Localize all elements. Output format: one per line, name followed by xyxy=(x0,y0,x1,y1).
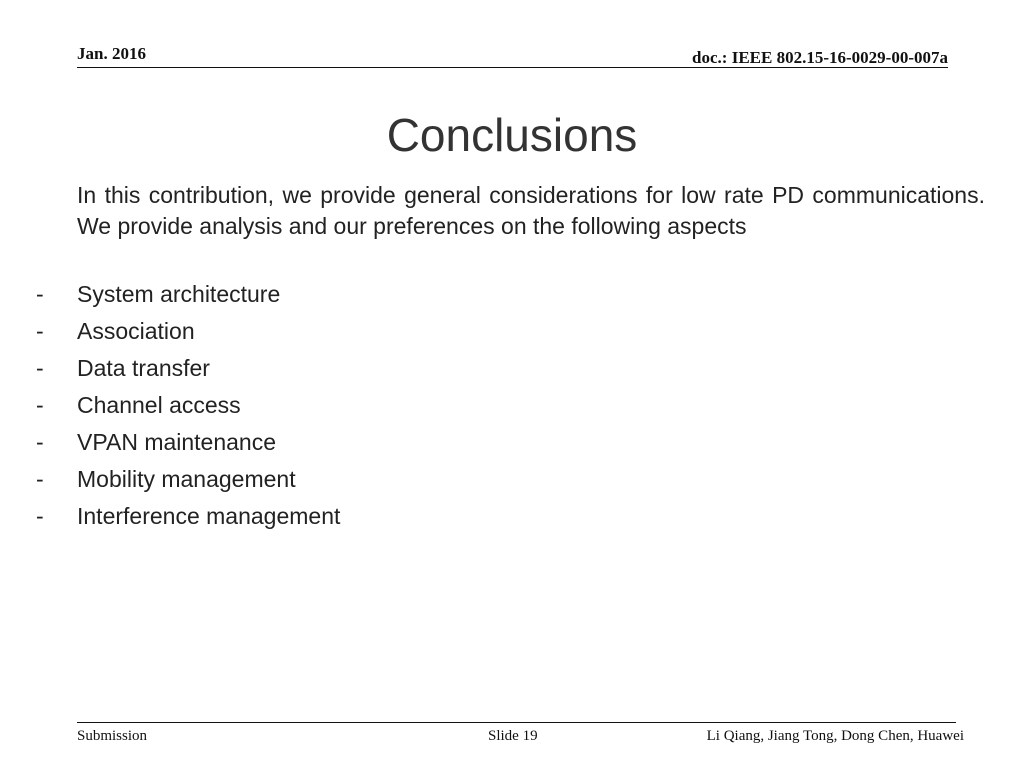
list-item-text: Association xyxy=(77,318,195,344)
bullet-dash: - xyxy=(36,318,44,344)
list-item-text: Interference management xyxy=(77,503,341,529)
aspects-list xyxy=(36,278,340,537)
bullet-dash: - xyxy=(36,281,44,307)
footer-divider xyxy=(77,722,956,723)
list-item xyxy=(36,463,340,500)
bullet-dash: - xyxy=(36,355,44,381)
bullet-dash: - xyxy=(36,466,44,492)
header-date: Jan. 2016 xyxy=(77,44,146,63)
list-item-text: Data transfer xyxy=(77,355,210,381)
list-item-text: Mobility management xyxy=(77,466,296,492)
header-divider xyxy=(77,67,948,68)
list-item xyxy=(36,278,340,315)
list-item-text: VPAN maintenance xyxy=(77,429,277,455)
slide-title: Conclusions xyxy=(386,109,638,161)
bullet-dash: - xyxy=(36,429,44,455)
list-item xyxy=(36,500,340,537)
intro-paragraph: In this contribution, we provide general considerations for low rate PD communications. We provide analysis and our preferences on the following aspects xyxy=(77,182,985,239)
footer-authors: Li Qiang, Jiang Tong, Dong Chen, Huawei xyxy=(706,728,964,744)
list-item xyxy=(36,315,340,352)
header-doc-id: doc.: IEEE 802.15-16-0029-00-007a xyxy=(692,48,948,67)
footer-submission: Submission xyxy=(77,728,148,744)
footer-slide-number: Slide 19 xyxy=(488,728,538,744)
list-item xyxy=(36,352,340,389)
list-item-text: System architecture xyxy=(77,281,281,307)
bullet-dash: - xyxy=(36,392,44,418)
list-item-text: Channel access xyxy=(77,392,241,418)
list-item xyxy=(36,389,340,426)
list-item xyxy=(36,426,340,463)
bullet-dash: - xyxy=(36,503,44,529)
